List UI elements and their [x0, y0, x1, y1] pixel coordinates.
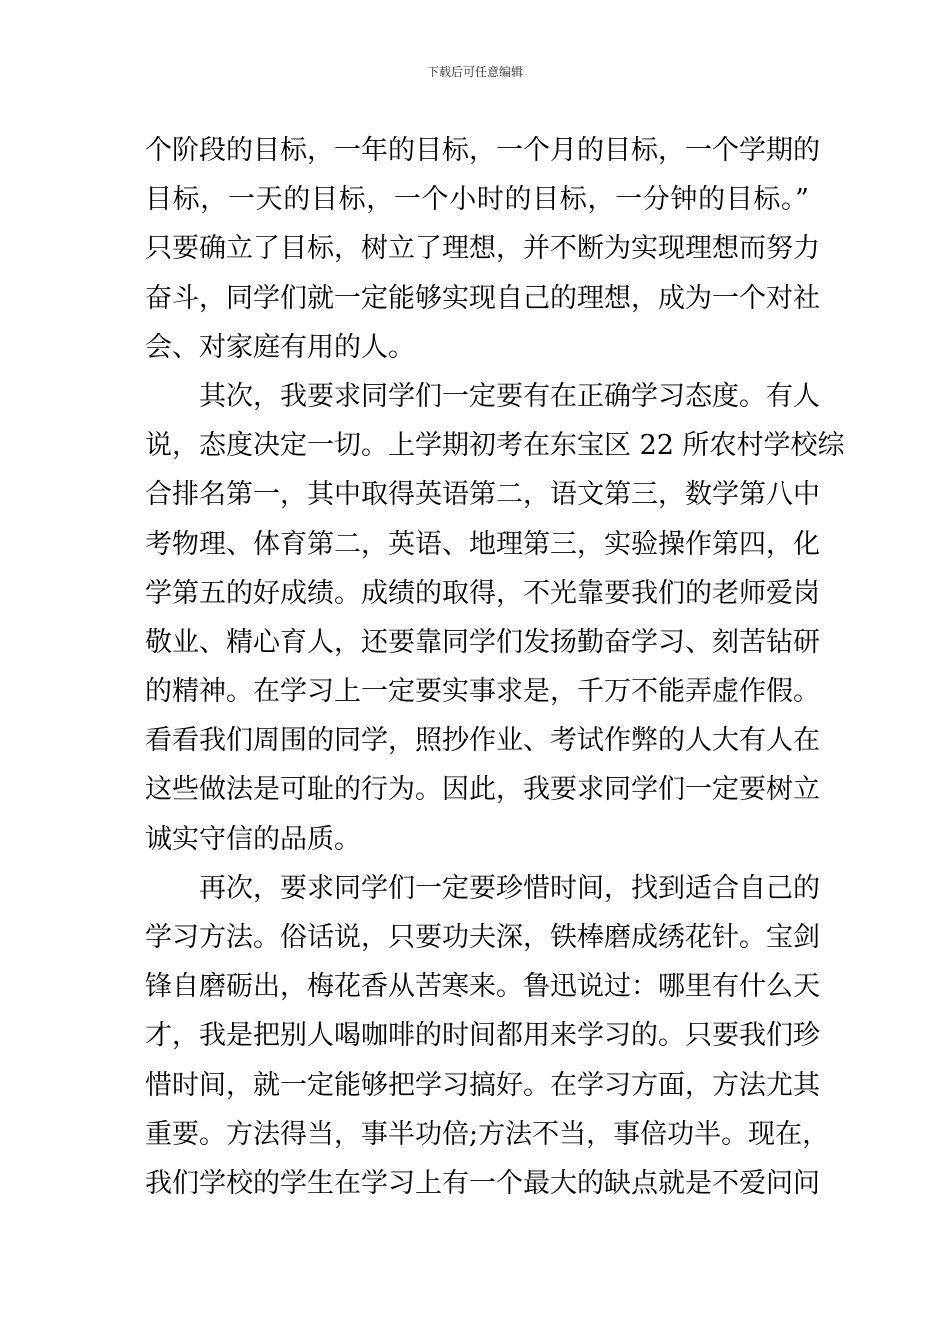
text-line: 学习方法。俗话说，只要功夫深，铁棒磨成绣花针。宝剑 [145, 922, 820, 953]
text-line: 其次，我要求同学们一定要有在正确学习态度。有人 [199, 380, 820, 412]
text-line: 我们学校的学生在学习上有一个最大的缺点就是不爱问问 [145, 1167, 820, 1199]
text-line: 这些做法是可耻的行为。因此，我要求同学们一定要树立 [145, 774, 820, 806]
text-line: 惜时间，就一定能够把学习搞好。在学习方面，方法尤其 [145, 1069, 820, 1101]
text-line: 会、对家庭有用的人。 [145, 331, 415, 363]
text-line: 奋斗，同学们就一定能够实现自己的理想，成为一个对社 [145, 282, 820, 314]
text-line: 考物理、体育第二，英语、地理第三，实验操作第四，化 [145, 528, 820, 560]
text-line: 个阶段的目标，一年的目标，一个月的目标，一个学期的 [145, 135, 820, 166]
text-line: 再次，要求同学们一定要珍惜时间，找到适合自己的 [199, 872, 820, 904]
text-line: 看看我们周围的同学，照抄作业、考试作弊的人大有人在 [145, 725, 820, 757]
text-line: 说，态度决定一切。上学期初考在东宝区 22 所农村学校综 [145, 430, 845, 462]
text-line: 的精神。在学习上一定要实事求是，千万不能弄虚作假。 [145, 676, 820, 708]
text-line: 敬业、精心育人，还要靠同学们发扬勤奋学习、刻苦钻研 [145, 626, 820, 658]
text-line: 重要。方法得当，事半功倍;方法不当，事倍功半。现在， [145, 1118, 830, 1150]
page-header-note: 下载后可任意编辑 [426, 65, 523, 79]
text-line: 合排名第一，其中取得英语第二，语文第三，数学第八中 [145, 479, 820, 511]
text-line: 诚实守信的品质。 [145, 823, 361, 855]
text-line: 锋自磨砺出，梅花香从苦寒来。鲁迅说过：哪里有什么天 [145, 971, 820, 1003]
text-line: 只要确立了目标，树立了理想，并不断为实现理想而努力 [145, 233, 820, 265]
document-body [145, 126, 845, 1208]
text-line: 学第五的好成绩。成绩的取得，不光靠要我们的老师爱岗 [145, 577, 820, 609]
text-line: 才，我是把别人喝咖啡的时间都用来学习的。只要我们珍 [145, 1020, 820, 1052]
text-line: 目标，一天的目标，一个小时的目标，一分钟的目标。” [145, 184, 809, 216]
